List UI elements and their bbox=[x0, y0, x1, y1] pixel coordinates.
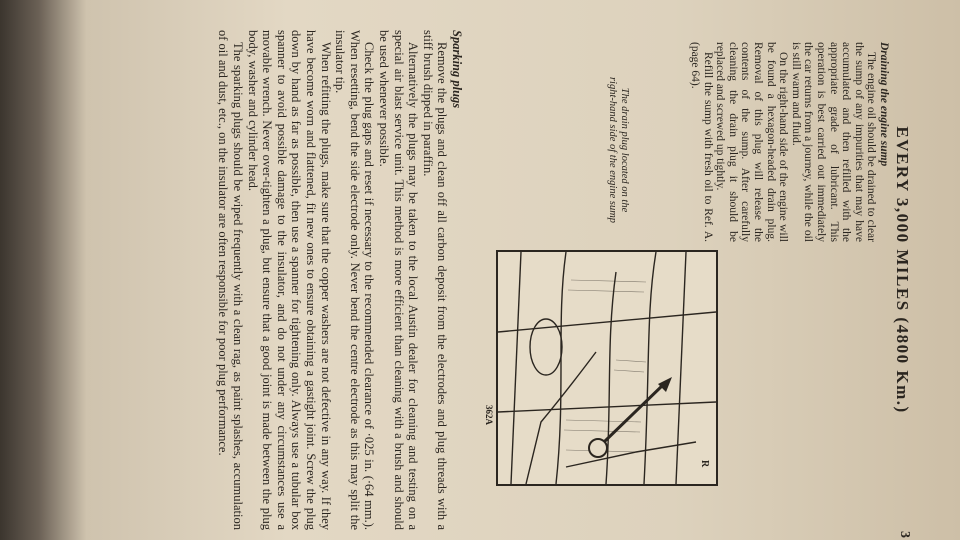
plugs-paragraph: When refitting the plugs, make sure that the copper washers are not defective in any way. If they have become worn and flattened, fit new ones to ensure obtaining a gastight joint. Screw the plug down by hand as far as possible, then use a spanner for tightening only. Always use a tubular box spanner to avoid possible damage to the insulator, and do not under any circumstances use a movable wrench. Never over-tighten a plug, but ensure that a good joint is made between the plug body, washer and cylinder head. bbox=[245, 30, 333, 530]
drain-section-title: Draining the engine sump bbox=[878, 42, 890, 167]
page-heading: EVERY 3,000 MILES (4800 Km.) bbox=[893, 126, 912, 414]
drain-paragraph: On the right-hand side of the engine will be found a hexagon-headed drain plug. Removal of this plug will release the contents of the sump. After carefully cleaning the drain plug it should be replaced and screwed up tightly. bbox=[714, 42, 790, 242]
engine-sump-drawing bbox=[498, 252, 716, 484]
figure-caption: The drain plug located on the right-hand side of the engine sump bbox=[607, 76, 630, 224]
page-number: 3 bbox=[897, 531, 912, 538]
figure-code: 362A bbox=[484, 405, 494, 425]
figure-marker: R bbox=[699, 460, 710, 468]
plugs-paragraph: Remove the plugs and clean off all carbon deposit from the electrodes and plug threads with a stiff brush dipped in paraffin. bbox=[420, 30, 450, 530]
drain-paragraph: The engine oil should be drained to clear the sump of any impurities that may have accumulated and then refilled with the appropriate grade of lubricant. This operation is best carried out immediately the car returns from a journey, while the oil is still warm and fluid. bbox=[789, 42, 878, 242]
plugs-section-title: Sparking plugs bbox=[450, 30, 464, 109]
drain-plug-illustration bbox=[496, 250, 718, 486]
manual-page bbox=[30, 0, 930, 540]
plugs-section bbox=[216, 30, 464, 530]
plugs-paragraph: Alternatively the plugs may be taken to the local Austin dealer for cleaning and testing on a special air blast service unit. This method is more efficient than cleaning with a brush and should be used whenever possible. bbox=[377, 30, 421, 530]
drain-section bbox=[689, 42, 891, 242]
plugs-paragraph: The sparking plugs should be wiped frequently with a clean rag, as paint splashes, accumulation of oil and dust, etc., on the insulator are often responsible for poor plug performance. bbox=[216, 30, 246, 530]
drain-paragraph: Refill the sump with fresh oil to Ref. A. (page 64). bbox=[689, 42, 714, 242]
plugs-paragraph: Check the plug gaps and reset if necessary to the recommended clearance of ·025 in. (·64 mm.). When resetting, bend the side electrode only. Never bend the centre electrode as this may split the insulator tip. bbox=[333, 30, 377, 530]
